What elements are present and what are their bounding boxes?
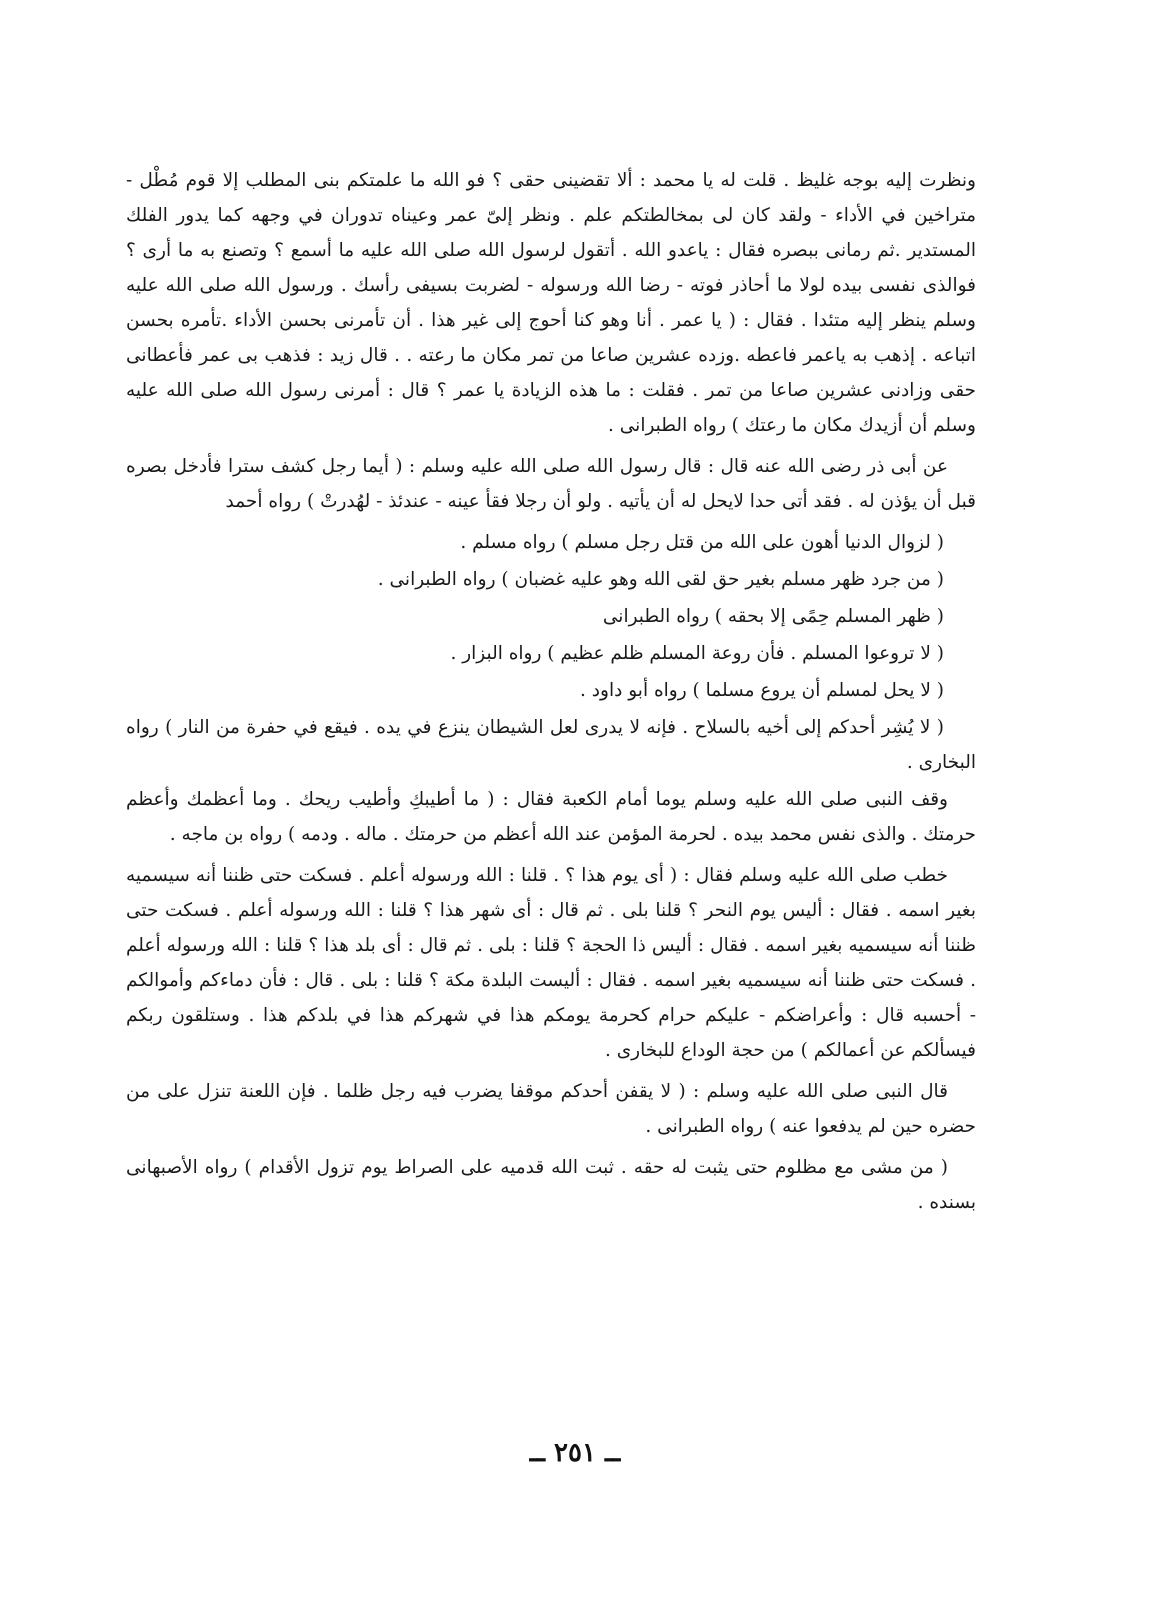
- hadith-line: ( ظهر المسلم حِمًى إلا بحقه ) رواه الطبرانى: [602, 606, 944, 627]
- paragraph: قال النبى صلى الله عليه وسلم : ( لا يقفن أحدكم موقفا يضرب فيه رجل ظلما . فإن اللعنة تنزل على من حضره حين لم يدفعوا عنه ) رواه الطبرانى .: [126, 1081, 976, 1137]
- paragraph: عن أبى ذر رضى الله عنه قال : قال رسول الله صلى الله عليه وسلم : ( أيما رجل كشف سترا فأدخل بصره قبل أن يؤذن له . فقد أتى حدا لايحل له أن يأتيه . ولو أن رجلا فقأ عينه - عندئذ - لهُدرتْ ) رواه أحمد: [126, 456, 976, 512]
- body-text: [126, 163, 976, 1226]
- paragraph: وقف النبى صلى الله عليه وسلم يوما أمام الكعبة فقال : ( ما أطيبكِ وأطيب ريحك . وما أعظمك وأعظم حرمتك . والذى نفس محمد بيده . لحرمة المؤمن عند الله أعظم من حرمتك . ماله . ودمه ) رواه بن ماجه .: [126, 789, 976, 845]
- paragraph: ونظرت إليه بوجه غليظ . قلت له يا محمد : ألا تقضينى حقى ؟ فو الله ما علمتكم بنى المطلب إلا قوم مُطْل - متراخين في الأداء - ولقد كان لى بمخالطتكم علم . ونظر إلىّ عمر وعيناه تدوران في وجهه كما يدور الفلك المستدير .ثم رمانى ببصره فقال : ياعدو الله . أتقول لرسول الله صلى الله عليه ما أسمع ؟ وتصنع به ما أرى ؟ فوالذى نفسى بيده لولا ما أحاذر فوته - رضا الله ورسوله - لضربت بسيفى رأسك . ورسول الله صلى الله عليه وسلم ينظر إليه متئدا . فقال : ( يا عمر . أنا وهو كنا أحوج إلى غير هذا . أن تأمرنى بحسن الأداء .تأمره بحسن اتباعه . إذهب به ياعمر فاعطه .وزده عشرين صاعا من تمر مكان ما رعته . . قال زيد : فذهب بى عمر فأعطانى حقى وزادنى عشرين صاعا من تمر . فقلت : ما هذه الزيادة يا عمر ؟ قال : أمرنى رسول الله صلى الله عليه وسلم أن أزيدك مكان ما رعتك ) رواه الطبرانى .: [126, 170, 976, 436]
- hadith-line: ( من جرد ظهر مسلم بغير حق لقى الله وهو عليه غضبان ) رواه الطبرانى .: [377, 569, 944, 590]
- page-number: ــ ٢٥١ ــ: [529, 1438, 621, 1468]
- paragraph: ( من مشى مع مظلوم حتى يثبت له حقه . ثبت الله قدميه على الصراط يوم تزول الأقدام ) رواه الأصبهانى بسنده .: [126, 1157, 976, 1213]
- hadith-line: ( لزوال الدنيا أهون على الله من قتل رجل مسلم ) رواه مسلم .: [460, 532, 944, 553]
- paragraph: خطب صلى الله عليه وسلم فقال : ( أى يوم هذا ؟ . قلنا : الله ورسوله أعلم . فسكت حتى ظننا أنه سيسميه بغير اسمه . فقال : أليس يوم النحر ؟ قلنا بلى . ثم قال : أى شهر هذا ؟ قلنا : الله ورسوله أعلم . فسكت حتى ظننا أنه سيسميه بغير اسمه . فقال : أليس ذا الحجة ؟ قلنا : بلى . ثم قال : أى بلد هذا ؟ قلنا : الله ورسوله أعلم . فسكت حتى ظننا أنه سيسميه بغير اسمه . فقال : أليست البلدة مكة ؟ قلنا : بلى . قال : فأن دماءكم وأموالكم - أحسبه قال : وأعراضكم - عليكم حرام كحرمة يومكم هذا في شهركم هذا في بلدكم هذا . وستلقون ربكم فيسألكم عن أعمالكم ) من حجة الوداع للبخارى .: [126, 865, 976, 1061]
- hadith-line: ( لا تروعوا المسلم . فأن روعة المسلم ظلم عظيم ) رواه البزار .: [450, 643, 944, 664]
- hadith-line: ( لا يحل لمسلم أن يروع مسلما ) رواه أبو داود .: [580, 680, 944, 701]
- hadith-line: ( لا يُشِر أحدكم إلى أخيه بالسلاح . فإنه لا يدرى لعل الشيطان ينزع في يده . فيقع في حفرة من النار ) رواه البخارى .: [126, 717, 976, 773]
